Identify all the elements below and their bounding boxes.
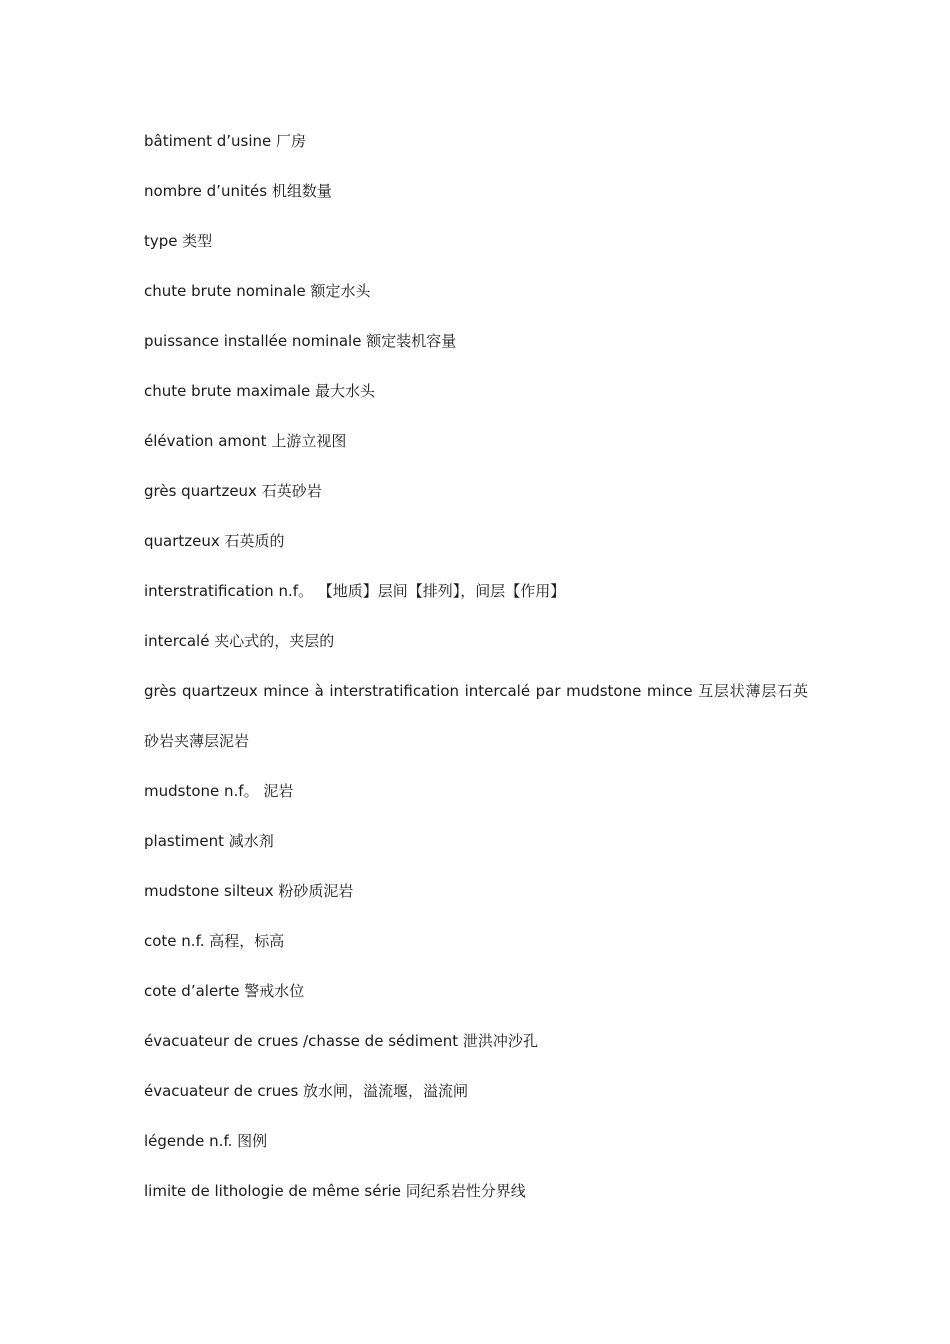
glossary-entry-long: grès quartzeux mince à interstratification intercalé par mudstone mince 互层状薄层石英 bbox=[144, 682, 808, 700]
glossary-entry: mudstone silteux 粉砂质泥岩 bbox=[144, 882, 354, 900]
glossary-entry: limite de lithologie de même série 同纪系岩性分界线 bbox=[144, 1182, 526, 1200]
glossary-entry: cote n.f. 高程，标高 bbox=[144, 932, 285, 950]
glossary-entry: quartzeux 石英质的 bbox=[144, 532, 285, 550]
glossary-entry: chute brute nominale 额定水头 bbox=[144, 282, 371, 300]
glossary-entry: plastiment 减水剂 bbox=[144, 832, 274, 850]
glossary-entry: interstratification n.f。 【地质】层间【排列】，间层【作用】 bbox=[144, 582, 566, 600]
glossary-entry: cote d’alerte 警戒水位 bbox=[144, 982, 305, 1000]
glossary-entry: type 类型 bbox=[144, 232, 213, 250]
glossary-entry: mudstone n.f。 泥岩 bbox=[144, 782, 294, 800]
glossary-entry: puissance installée nominale 额定装机容量 bbox=[144, 332, 457, 350]
glossary-entry: élévation amont 上游立视图 bbox=[144, 432, 347, 450]
glossary-entry: légende n.f. 图例 bbox=[144, 1132, 268, 1150]
glossary-entry: bâtiment d’usine 厂房 bbox=[144, 132, 307, 150]
glossary-entry-continuation: 砂岩夹薄层泥岩 bbox=[144, 732, 250, 750]
glossary-entry: grès quartzeux 石英砂岩 bbox=[144, 482, 322, 500]
glossary-entry: chute brute maximale 最大水头 bbox=[144, 382, 376, 400]
glossary-entry: évacuateur de crues /chasse de sédiment 泄洪冲沙孔 bbox=[144, 1032, 538, 1050]
glossary-entry: intercalé 夹心式的，夹层的 bbox=[144, 632, 335, 650]
glossary-entry: nombre d’unités 机组数量 bbox=[144, 182, 332, 200]
glossary-page bbox=[144, 126, 808, 1226]
glossary-entry: évacuateur de crues 放水闸，溢流堰，溢流闸 bbox=[144, 1082, 469, 1100]
